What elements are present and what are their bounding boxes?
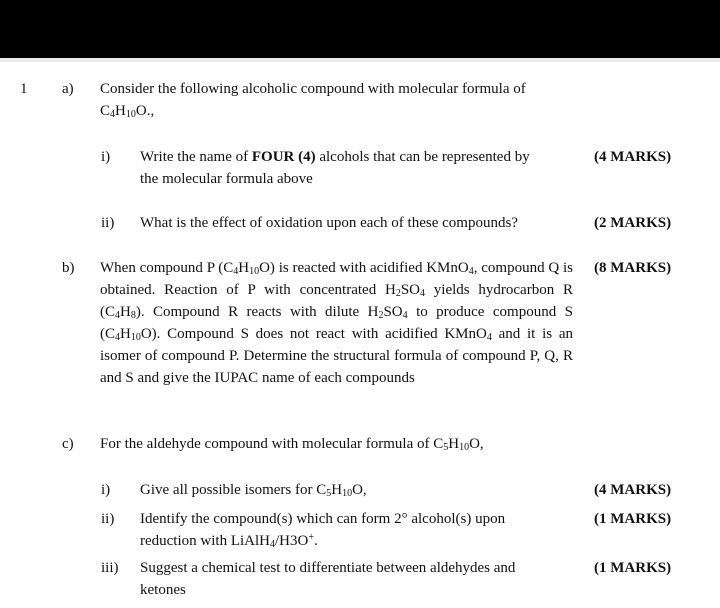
part-b-marks: (8 MARKS) [594,260,672,276]
part-c-label: c) [62,436,74,452]
part-c-i-text: Give all possible isomers for $C_5H_{10}O$, [140,482,367,499]
part-a-ii-text: What is the effect of oxidation upon each of these compounds? [140,215,518,231]
part-c-i-label: i) [101,482,111,498]
top-black-bar [0,0,720,58]
part-c-iii-line1: Suggest a chemical test to differentiate between aldehydes and [140,560,516,576]
part-c-iii-label: iii) [101,560,119,576]
part-c-ii-marks: (1 MARKS) [594,511,672,527]
part-c-iii-line2: ketones [140,582,186,598]
part-c-iii-marks: (1 MARKS) [594,560,672,576]
part-a-i-line1: Write the name of FOUR (4) alcohols that can be represented by [140,149,530,165]
part-c-i-marks: (4 MARKS) [594,482,672,498]
part-b-label: b) [62,260,75,276]
part-a-i-marks: (4 MARKS) [594,149,672,165]
part-a-label: a) [62,81,74,97]
part-c-ii-line1: Identify the compound(s) which can form 2° alcohol(s) upon [140,511,506,527]
page-edge [0,58,720,62]
part-c-ii-label: ii) [101,511,115,527]
part-a-ii-marks: (2 MARKS) [594,215,672,231]
part-a-ii-label: ii) [101,215,115,231]
part-a-i-label: i) [101,149,111,165]
part-a-stem-formula: $C_4H_{10}O$., [100,103,155,120]
part-c-stem: For the aldehyde compound with molecular formula of $C_5H_{10}O$, [100,436,484,453]
part-a-stem-line1: Consider the following alcoholic compound with molecular formula of [100,81,526,97]
question-number: 1 [20,81,28,97]
part-b-text: When compound P $(C_4H_{10}O)$ is reacted with acidified KMnO$_4$, compound Q is obtained. Reaction of P with concentrated $H_2SO_4$ yields hydrocarbon R $(C_4H_8)$. Compound R reacts with dilute $H_2SO_4$ to produce compound S $(C_4H_{10}O)$. Compound S does not react with acidified KMnO$_4$ and it is an isomer of compound P. Determine the structural formula of compound P, Q, R and S and give the IUPAC name of each compounds [100,260,574,386]
part-a-i-line2: the molecular formula above [140,171,313,187]
part-c-ii-line2: reduction with LiAlH$_4$/H3O+. [140,532,318,550]
